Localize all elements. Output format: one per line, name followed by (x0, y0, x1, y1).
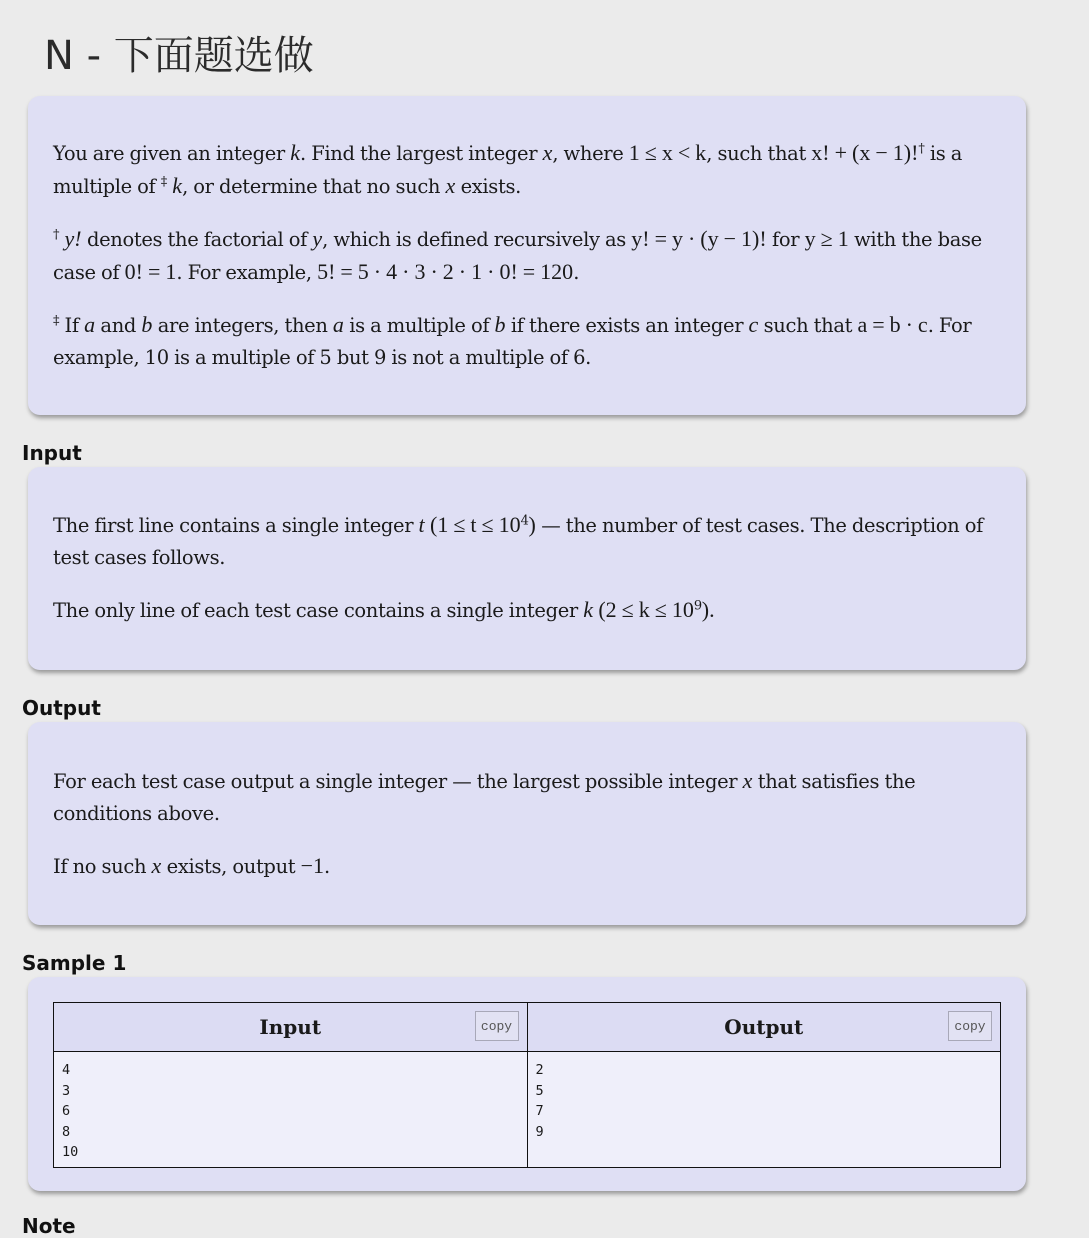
sample-input-line: 3 (62, 1082, 71, 1099)
note-section-heading: Note (22, 1214, 76, 1238)
sample-output-line: 9 (535, 1123, 544, 1140)
page-title: N - 下面题选做 (44, 33, 314, 79)
sample-output-line: 2 (535, 1062, 544, 1078)
sample-card (28, 977, 1026, 1191)
input-card (28, 467, 1026, 670)
input-section-heading: Input (22, 441, 82, 465)
math-expression: x! + (x − 1)! (811, 140, 919, 165)
double-dagger-footnote-mark: ‡ (160, 174, 167, 190)
legend-paragraph-1: You are given an integer k. Find the largest integer x, where 1 ≤ x < k, such that x! + (x − 1)!† is a multiple of ‡ k, or determine that no such x exists. (53, 140, 963, 198)
copy-input-button[interactable]: copy (475, 1011, 519, 1041)
output-paragraph-1: For each test case output a single integer — the largest possible integer x that satisfies the conditions above. (53, 768, 916, 825)
sample-input-line: 4 (62, 1062, 71, 1078)
sample-output-line: 7 (535, 1103, 544, 1119)
legend-footnote-multiple: ‡ If a and b are integers, then a is a multiple of b if there exists an integer c such that a = b · c. For example, 10 is a multiple of 5 but 9 is not a multiple of 6. (53, 312, 972, 369)
math-condition: 1 ≤ x < k (628, 140, 707, 165)
output-section-heading: Output (22, 696, 101, 720)
output-card (28, 722, 1026, 925)
sample-input-header (54, 1003, 528, 1052)
sample-input-line: 6 (62, 1103, 71, 1119)
sample-table (53, 1002, 1001, 1168)
sample-input-header-label: Input (259, 1015, 322, 1039)
sample-input-line: 10 (62, 1144, 79, 1160)
sample-output-header-label: Output (724, 1015, 804, 1039)
input-paragraph-1: The first line contains a single integer t $(1 \le t \le 10^4)$ — the number of test cases. The description of test cases follows. (53, 512, 983, 569)
input-paragraph-2: The only line of each test case contains a single integer k $(2 \le k \le 10^9)$. (53, 597, 715, 622)
sample-output-line: 5 (535, 1082, 544, 1099)
sample-input-cell[interactable] (54, 1052, 528, 1168)
dagger-footnote-mark: † (918, 141, 925, 157)
output-paragraph-2: If no such x exists, output −1. (53, 853, 330, 878)
sample-output-cell[interactable] (527, 1052, 1001, 1168)
sample-input-line: 8 (62, 1123, 71, 1140)
copy-output-button[interactable]: copy (948, 1011, 992, 1041)
sample-section-heading: Sample 1 (22, 951, 127, 975)
sample-output-header (527, 1003, 1001, 1052)
legend-card (28, 96, 1026, 415)
legend-footnote-factorial: † y! denotes the factorial of y, which is defined recursively as y! = y · (y − 1)! for y ≥ 1 with the base case of 0! = 1. For example, 5! = 5 · 4 · 3 · 2 · 1 · 0! = 120. (53, 226, 982, 284)
